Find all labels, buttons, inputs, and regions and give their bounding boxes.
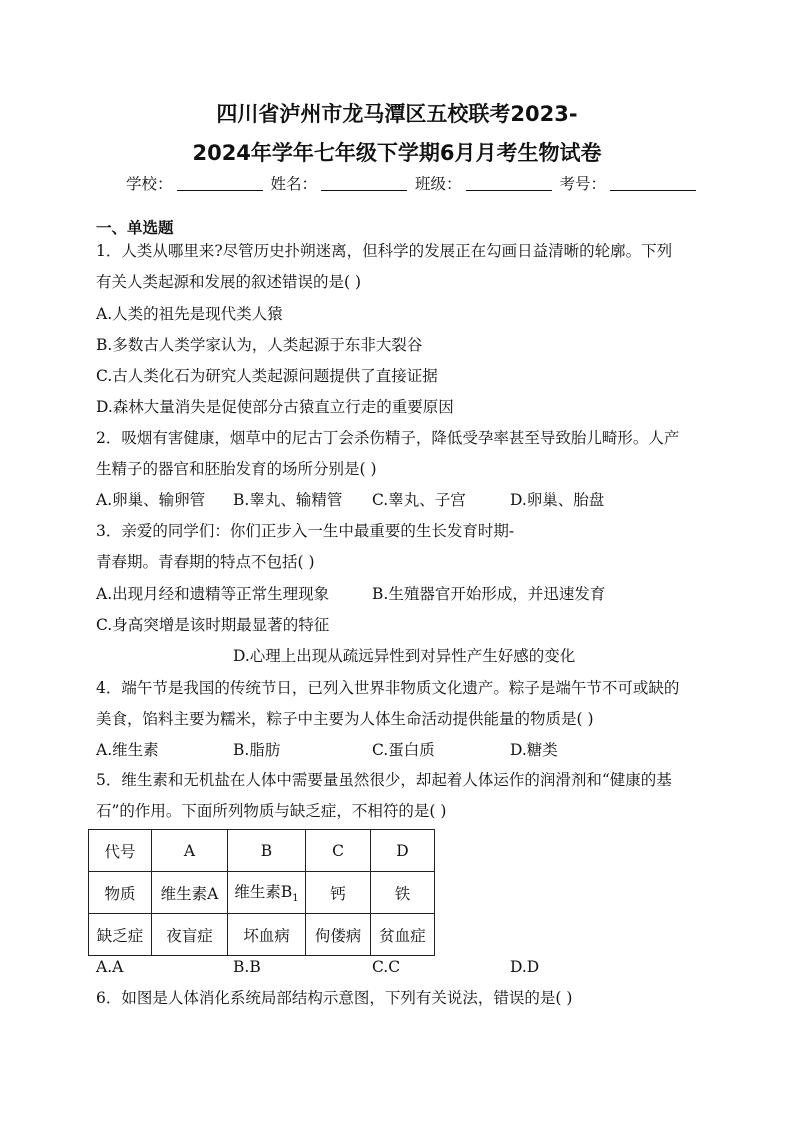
title-line-1: 四川省泸州市龙马潭区五校联考2023- — [216, 102, 578, 126]
table-row — [89, 830, 435, 872]
q5-option-b: B.B — [233, 958, 261, 976]
table-cell: C — [306, 830, 371, 872]
q4-option-a: A.维生素 — [96, 741, 159, 759]
table-cell: D — [371, 830, 435, 872]
vitamin-b1-text: 维生素B — [234, 883, 293, 902]
school-label: 学校： — [126, 175, 173, 193]
table-cell: 缺乏症 — [89, 914, 152, 956]
table-cell: 物质 — [89, 872, 152, 914]
table-cell: 夜盲症 — [152, 914, 228, 956]
q5-option-c: C.C — [372, 958, 401, 976]
q5-option-d: D.D — [510, 958, 540, 976]
table-cell: 维生素A — [152, 872, 228, 914]
q1-stem-line-2: 有关人类起源和发展的叙述错误的是( ) — [96, 273, 362, 291]
vitamin-deficiency-table — [88, 829, 435, 956]
table-cell: 代号 — [89, 830, 152, 872]
q2-option-a: A.卵巢、输卵管 — [96, 491, 206, 509]
q1-option-d: D.森林大量消失是促使部分古猿直立行走的重要原因 — [96, 398, 454, 416]
number-blank — [610, 176, 696, 191]
q3-option-b: B.生殖器官开始形成，并迅速发育 — [372, 585, 606, 603]
school-blank — [177, 176, 263, 191]
q2-stem-line-2: 生精子的器官和胚胎发育的场所分别是( ) — [96, 460, 377, 478]
class-blank — [466, 176, 552, 191]
q1-stem-line-1: 1．人类从哪里来?尽管历史扑朔迷离，但科学的发展正在勾画日益清晰的轮廓。下列 — [96, 242, 673, 260]
table-cell: B — [228, 830, 306, 872]
q4-option-b: B.脂肪 — [233, 741, 281, 759]
q2-option-c: C.睾丸、子宫 — [372, 491, 466, 509]
class-label: 班级： — [415, 175, 462, 193]
table-cell: 贫血症 — [371, 914, 435, 956]
q3-option-c: C.身高突增是该时期最显著的特征 — [96, 616, 330, 634]
vitamin-b1-subscript: 1 — [292, 893, 299, 905]
number-label: 考号： — [559, 175, 607, 193]
table-cell: 钙 — [306, 872, 371, 914]
table-cell: 佝偻病 — [306, 914, 371, 956]
title-line-2: 2024年学年七年级下学期6月月考生物试卷 — [192, 141, 602, 165]
q5-stem-line-2: 石”的作用。下面所列物质与缺乏症，不相符的是( ) — [96, 802, 447, 820]
q2-option-d: D.卵巢、胎盘 — [510, 491, 605, 509]
q2-stem-line-1: 2．吸烟有害健康，烟草中的尼古丁会杀伤精子，降低受孕率甚至导致胎儿畸形。人产 — [96, 429, 680, 447]
q3-stem-line-2: 青春期。青春期的特点不包括( ) — [96, 553, 315, 571]
q3-option-d: D.心理上出现从疏远异性到对异性产生好感的变化 — [233, 647, 576, 665]
q1-option-b: B.多数古人类学家认为，人类起源于东非大裂谷 — [96, 336, 423, 354]
q4-stem-line-1: 4．端午节是我国的传统节日，已列入世界非物质文化遗产。粽子是端午节不可或缺的 — [96, 679, 680, 697]
q2-option-b: B.睾丸、输精管 — [233, 491, 343, 509]
table-cell — [228, 872, 306, 914]
q3-option-a: A.出现月经和遗精等正常生理现象 — [96, 585, 330, 603]
q6-stem-line-1: 6．如图是人体消化系统局部结构示意图，下列有关说法，错误的是( ) — [96, 989, 573, 1007]
student-info-row — [126, 172, 704, 194]
name-blank — [321, 176, 407, 191]
table-cell: 坏血病 — [228, 914, 306, 956]
q3-stem-line-1: 3．亲爱的同学们：你们正步入一生中最重要的生长发育时期- — [96, 522, 515, 540]
section-heading: 一、单选题 — [96, 219, 174, 237]
q4-stem-line-2: 美食，馅料主要为糯米，粽子中主要为人体生命活动提供能量的物质是( ) — [96, 710, 594, 728]
table-cell: 铁 — [371, 872, 435, 914]
q5-stem-line-1: 5．维生素和无机盐在人体中需要量虽然很少，却起着人体运作的润滑剂和“健康的基 — [96, 771, 672, 789]
table-row — [89, 872, 435, 914]
q1-option-c: C.古人类化石为研究人类起源问题提供了直接证据 — [96, 367, 438, 385]
q4-option-d: D.糖类 — [510, 741, 558, 759]
q5-option-a: A.A — [96, 958, 124, 976]
name-label: 姓名： — [270, 175, 318, 193]
q1-option-a: A.人类的祖先是现代类人猿 — [96, 305, 283, 323]
table-row — [89, 914, 435, 956]
table-cell: A — [152, 830, 228, 872]
q4-option-c: C.蛋白质 — [372, 741, 435, 759]
